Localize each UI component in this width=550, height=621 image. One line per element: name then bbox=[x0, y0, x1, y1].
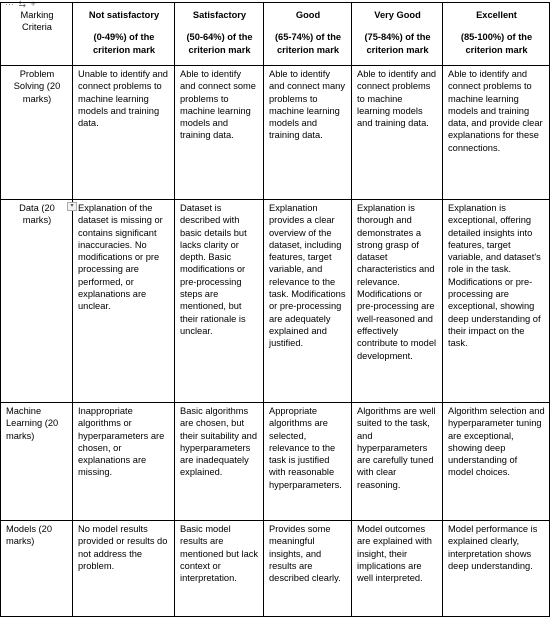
table-row bbox=[1, 521, 550, 617]
dropdown-arrow-icon[interactable]: ▾ bbox=[67, 202, 77, 211]
header-row bbox=[1, 3, 550, 66]
rubric-cell: Model performance is explained clearly, interpretation shows deep understanding. bbox=[443, 521, 550, 617]
rubric-cell: Basic algorithms are chosen, but their suitability and hyperparameters are inadequately explained. bbox=[175, 403, 264, 521]
header-excellent bbox=[443, 3, 550, 66]
rubric-cell: Able to identify and connect problems to machine learning models and training data, and provide clear explanations for these connections. bbox=[443, 66, 550, 200]
rubric-cell: Able to identify and connect problems to machine learning models and training data. bbox=[352, 66, 443, 200]
column-range: (0-49%) of the criterion mark bbox=[92, 32, 155, 55]
column-name: Very Good bbox=[374, 10, 421, 20]
rubric-cell: No model results provided or results do not address the problem. bbox=[73, 521, 175, 617]
table-row bbox=[1, 66, 550, 200]
rubric-cell: Basic model results are mentioned but lack context or interpretation. bbox=[175, 521, 264, 617]
column-range: (85-100%) of the criterion mark bbox=[460, 32, 533, 55]
rubric-cell: Model outcomes are explained with insight, their implications are well interpreted. bbox=[352, 521, 443, 617]
rubric-cell: Explanation of the dataset is missing or contains significant inaccuracies. No modifications or pre processing are performed, or explanations are unclear. bbox=[73, 200, 175, 403]
rubric-cell: Dataset is described with basic details but lacks clarity or depth. Basic modifications or pre-processing steps are mentioned, but their rationale is unclear. bbox=[175, 200, 264, 403]
header-not-satisfactory bbox=[73, 3, 175, 66]
header-satisfactory bbox=[175, 3, 264, 66]
header-good bbox=[264, 3, 352, 66]
table-row bbox=[1, 403, 550, 521]
criterion-cell: Models (20 marks) bbox=[1, 521, 73, 617]
column-name: Excellent bbox=[476, 10, 517, 20]
rubric-cell: Unable to identify and connect problems to machine learning models and training data. bbox=[73, 66, 175, 200]
rubric-cell: Able to identify and connect many problems to machine learning models and training data. bbox=[264, 66, 352, 200]
column-name: Not satisfactory bbox=[88, 10, 160, 20]
table-drag-handle-icon[interactable]: ⋯ ⇆ + bbox=[5, 0, 37, 9]
rubric-cell: Provides some meaningful insights, and results are described clearly. bbox=[264, 521, 352, 617]
criterion-cell: Machine Learning (20 marks) bbox=[1, 403, 73, 521]
column-name: Good bbox=[295, 10, 321, 20]
column-range: (75-84%) of the criterion mark bbox=[364, 32, 431, 55]
header-very-good bbox=[352, 3, 443, 66]
column-name: Marking Criteria bbox=[20, 10, 54, 33]
rubric-cell: Algorithm selection and hyperparameter tuning are exceptional, showing deep understanding of model choices. bbox=[443, 403, 550, 521]
column-range: (65-74%) of the criterion mark bbox=[274, 32, 342, 55]
column-range: (50-64%) of the criterion mark bbox=[186, 32, 253, 55]
criterion-cell: Data (20 marks) bbox=[1, 200, 73, 403]
rubric-cell: Explanation is exceptional, offering detailed insights into features, target variable, and dataset's role in the task. Modifications or pre- processing are exceptional, showing deep understanding of their impact on the task. bbox=[443, 200, 550, 403]
rubric-cell: Explanation is thorough and demonstrates a strong grasp of dataset characteristics and relevance. Modifications or pre-processing are well-reasoned and effectively contribute to model development. bbox=[352, 200, 443, 403]
rubric-cell: Able to identify and connect some problems to machine learning models and training data. bbox=[175, 66, 264, 200]
marking-rubric-table bbox=[0, 2, 550, 617]
table-row bbox=[1, 200, 550, 403]
header-marking-criteria bbox=[1, 3, 73, 66]
criterion-cell: Problem Solving (20 marks) bbox=[1, 66, 73, 200]
rubric-cell: Explanation provides a clear overview of the dataset, including features, target variable, and relevance to the task. Modifications or pre-processing are adequately explained and justified. bbox=[264, 200, 352, 403]
rubric-cell: Inappropriate algorithms or hyperparameters are chosen, or explanations are missing. bbox=[73, 403, 175, 521]
rubric-cell: Appropriate algorithms are selected, relevance to the task is justified with reasonable hyperparameters. bbox=[264, 403, 352, 521]
rubric-cell: Algorithms are well suited to the task, and hyperparameters are carefully tuned with clear reasoning. bbox=[352, 403, 443, 521]
column-name: Satisfactory bbox=[192, 10, 247, 20]
